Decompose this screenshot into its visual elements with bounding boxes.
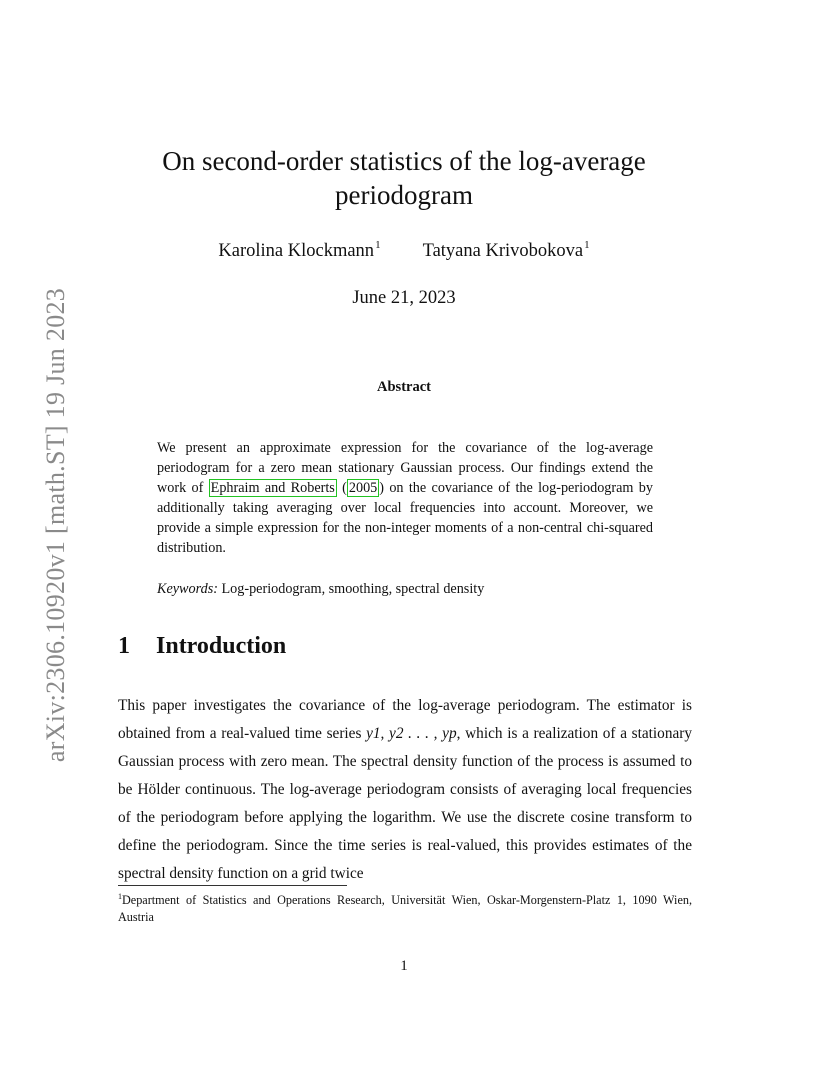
page-number: 1 — [400, 958, 408, 974]
arxiv-identifier-text: arXiv:2306.10920v1 [math.ST] 19 Jun 2023 — [41, 287, 70, 763]
author — [218, 239, 380, 262]
affiliation-mark: 1 — [584, 239, 590, 251]
keywords-line — [157, 579, 653, 599]
introduction-paragraph — [118, 692, 692, 888]
abstract-text-after-citation: on the covariance of the log-periodogram by additionally taking averaging over local frequencies into account. Moreover, we provide a simple expression for the non-integer moments of a non-central chi-squared distribution. — [157, 480, 653, 556]
citation-link-year[interactable]: 2005 — [348, 480, 378, 496]
keywords-text: Log-periodogram, smoothing, spectral density — [221, 581, 485, 597]
time-series-notation: y1, y2 . . . , yp — [366, 725, 457, 742]
author-list — [100, 239, 708, 262]
abstract-text-before-citation: We present an approximate expression for the covariance of the log-average periodogram for a zero mean stationary Gaussian process. Our findings extend the work of — [157, 440, 653, 496]
citation-link-authors[interactable]: Ephraim and Roberts — [210, 480, 335, 496]
intro-text-part2: , which is a realization of a stationary Gaussian process with zero mean. The spectral density function of the process is assumed to be Hölder continuous. The log-average periodogram consists of averaging local frequencies of the periodogram before applying the logarithm. We use the discrete cosine transform to define the periodogram. Since the time series is real-valued, this provides estimates of the spectral density function on a grid twice — [118, 725, 692, 882]
author — [423, 239, 590, 262]
affiliation-mark: 1 — [375, 239, 381, 251]
intro-text-part1: This paper investigates the covariance of the log-average periodogram. The estimator is obtained from a real-valued time series — [118, 697, 692, 742]
publication-date: June 21, 2023 — [352, 288, 456, 308]
section-heading-introduction — [118, 633, 286, 660]
abstract-heading: Abstract — [377, 379, 431, 395]
author-name: Karolina Klockmann — [218, 241, 375, 261]
footnote-mark: 1 — [118, 892, 122, 901]
footnote — [118, 888, 692, 926]
author-name: Tatyana Krivobokova — [422, 241, 584, 261]
section-number: 1 — [118, 633, 130, 659]
section-title: Introduction — [156, 633, 287, 659]
footnote-rule — [118, 885, 347, 886]
footnote-text: Department of Statistics and Operations Research, Universität Wien, Oskar-Morgenstern-Platz 1, 1090 Wien, Austria — [118, 893, 692, 924]
abstract-body: We present an approximate expression for the covariance of the log-average periodogram for a zero mean stationary Gaussian process. Our findings extend the work of Ephraim and Roberts ( 2005 ) on the covariance of the log-periodogram by additionally taking averaging over local frequencies into account. Moreover, we provide a simple expression for the non-integer moments of a non-central chi-squared distribution. — [157, 440, 653, 556]
keywords-label: Keywords: — [157, 581, 218, 597]
paper-title: On second-order statistics of the log-average periodogram — [162, 146, 646, 210]
